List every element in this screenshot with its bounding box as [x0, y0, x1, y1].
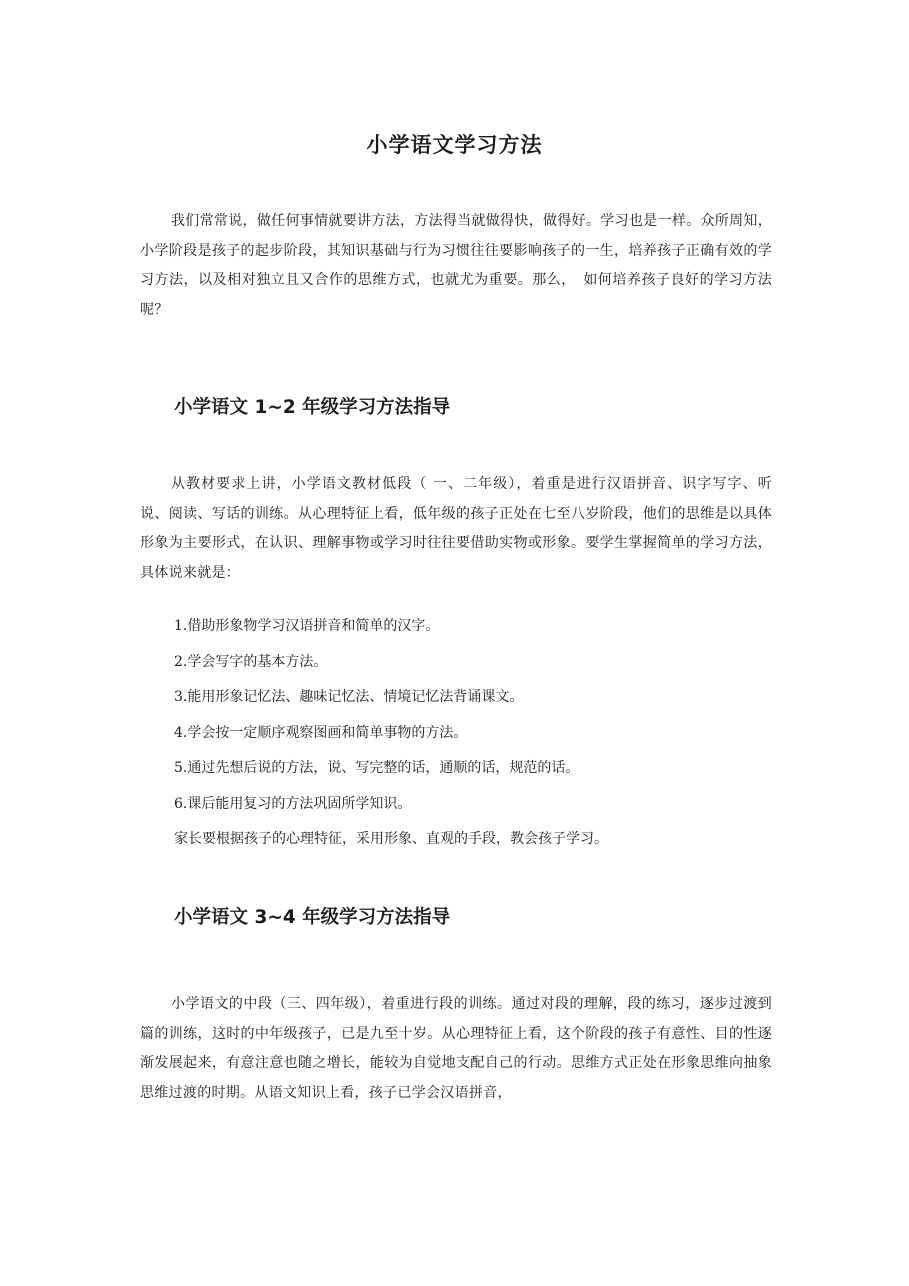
list-item: 1.借助形象物学习汉语拼音和简单的汉字。 — [174, 618, 440, 634]
document-title: 小学语文学习方法 — [366, 133, 543, 157]
list-item: 4.学会按一定顺序观察图画和简单事物的方法。 — [174, 724, 468, 741]
method-list — [174, 614, 774, 827]
list-item: 2.学会写字的基本方法。 — [174, 653, 328, 670]
section-1-closing: 家长要根据孩子的心理特征，采用形象、直观的手段，教会孩子学习。 — [174, 831, 608, 847]
list-item: 5.通过先想后说的方法，说、写完整的话，通顺的话，规范的话。 — [174, 760, 580, 776]
section-heading-grade-1-2: 小学语文 1~2 年级学习方法指导 — [174, 397, 451, 418]
section-heading-grade-3-4: 小学语文 3~4 年级学习方法指导 — [174, 907, 451, 928]
section-2-paragraph: 小学语文的中段（三、四年级），着重进行段的训练。通过对段的理解，段的练习，逐步过渡到篇的训练，这时的中年级孩子，已是九至十岁。从心理特征上看，这个阶段的孩子有意性、目的性逐渐发展起来，有意注意也随之增长，能较为自觉地支配自己的行动。思维方式正处在形象思维向抽象思维过渡的时期。从语文知识上看，孩子已学会汉语拼音， — [140, 996, 772, 1101]
intro-paragraph: 我们常常说，做任何事情就要讲方法，方法得当就做得快，做得好。学习也是一样。众所周知，小学阶段是孩子的起步阶段，其知识基础与行为习惯往往要影响孩子的一生，培养孩子正确有效的学习方法，以及相对独立且又合作的思维方式，也就尤为重要。那么， 如何培养孩子良好的学习方法呢？ — [140, 213, 772, 318]
list-item: 6.课后能用复习的方法巩固所学知识。 — [174, 795, 412, 812]
list-item: 3.能用形象记忆法、趣味记忆法、情境记忆法背诵课文。 — [174, 689, 524, 705]
section-1-paragraph: 从教材要求上讲，小学语文教材低段（ 一、二年级），着重是进行汉语拼音、识字写字、听 说、阅读、写话的训练。从心理特征上看，低年级的孩子正处在七至八岁阶段，他们的思维是以具体形象为主要形式，在认识、理解事物或学习时往往要借助实物或形象。要学生掌握简单的学习方法，具体说来就是： — [140, 476, 787, 581]
